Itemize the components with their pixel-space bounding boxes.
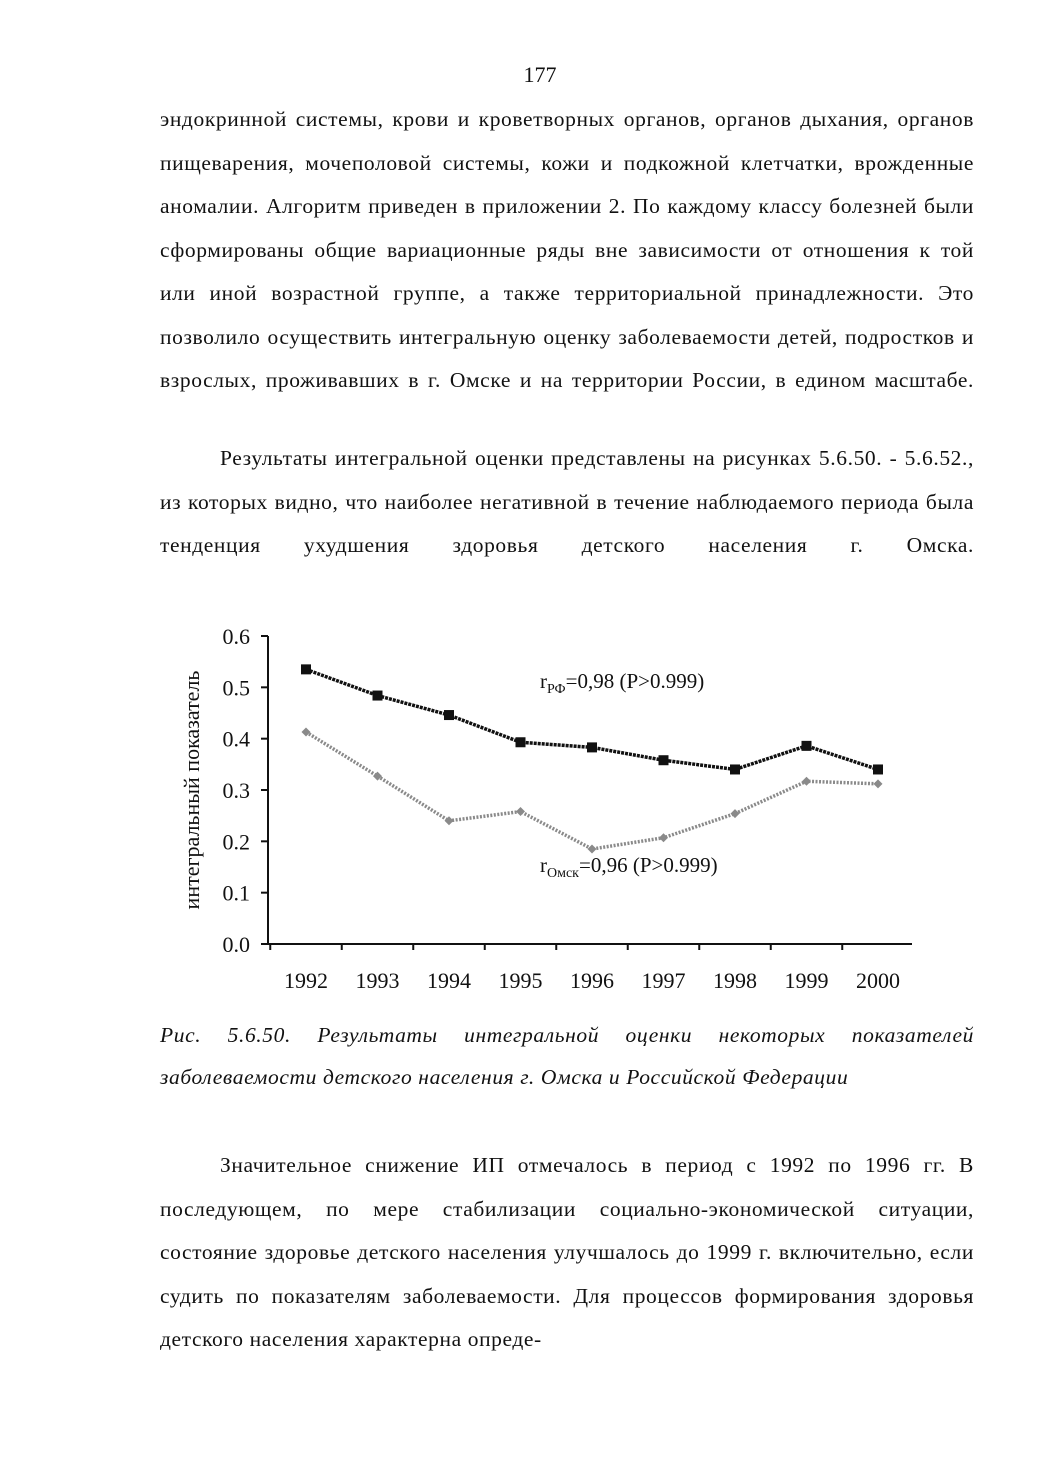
x-tick-label: 1994	[427, 968, 471, 993]
figure-caption-line-1: Рис. 5.6.50. Результаты интегральной оценки некоторых показателей	[160, 1023, 974, 1047]
data-point-rf	[730, 764, 740, 774]
x-tick-label: 2000	[856, 968, 900, 993]
figure-caption	[160, 1014, 974, 1098]
body-paragraph-2: Результаты интегральной оценки представлены на рисунках 5.6.50. - 5.6.52., из которых видно, что наиболее негативной в течение наблюдаемого периода была тенденция ухудшения здоровья детского населения г. Омска.	[160, 446, 974, 557]
annotation-omsk: $r_{Омск}=0,96$ (P>0.999)	[540, 853, 718, 881]
x-tick-label: 1997	[641, 968, 686, 993]
y-tick-label: 0.6	[222, 624, 250, 649]
x-tick-label: 1998	[713, 968, 757, 993]
data-point-rf	[516, 737, 526, 747]
data-point-rf	[873, 764, 883, 774]
x-tick-label: 1995	[498, 968, 543, 993]
data-point-rf	[659, 755, 669, 765]
x-tick-label: 1993	[355, 968, 400, 993]
y-tick-label: 0.4	[222, 726, 250, 752]
data-point-rf	[802, 741, 812, 751]
data-point-omsk	[445, 816, 454, 825]
data-point-rf	[373, 691, 383, 701]
y-tick-label: 0.5	[222, 675, 250, 701]
y-tick-label: 0.1	[222, 880, 250, 906]
body-paragraph-1: эндокринной системы, крови и кроветворных органов, органов дыхания, органов пищеварения, мочеполовой системы, кожи и подкожной клетчатки, врожденные аномалии. Алгоритм приведен в приложении 2. По каждому классу болезней были сформированы общие вариационные ряды вне зависимости от отношения к той или иной возрастной группе, а также территориальной принадлежности. Это позволило осуществить интегральную оценку заболеваемости детей, подростков и взрослых, проживавших в г. Омске и на территории России, в едином масштабе.	[160, 107, 974, 392]
y-tick-label: 0.2	[222, 829, 250, 855]
data-point-omsk	[516, 807, 525, 816]
data-point-rf	[444, 710, 454, 720]
data-point-rf	[587, 742, 597, 752]
y-axis-title: интегральный показатель	[179, 670, 204, 910]
data-point-rf	[301, 664, 311, 674]
x-tick-label: 1992	[284, 968, 328, 993]
x-tick-label: 1999	[784, 968, 829, 993]
data-point-omsk	[659, 833, 668, 842]
annotation-rf: $r_{РФ}=0,98$ (P>0.999)	[540, 669, 705, 697]
y-tick-label: 0.0	[222, 932, 250, 957]
body-paragraph-3: Значительное снижение ИП отмечалось в период с 1992 по 1996 гг. В последующем, по мере стабилизации социально-экономической ситуации, состояние здоровье детского населения улучшалось до 1999 г. включительно, если судить по показателям заболеваемости. Для процессов формирования здоровья детского населения характерна опреде-	[160, 1153, 974, 1351]
x-tick-label: 1996	[570, 968, 614, 993]
page-number: 177	[523, 62, 557, 87]
figure-caption-line-2: заболеваемости детского населения г. Омска и Российской Федерации	[160, 1065, 849, 1089]
data-point-omsk	[874, 779, 883, 788]
y-tick-label: 0.3	[222, 778, 250, 803]
chart-labels	[540, 669, 718, 881]
